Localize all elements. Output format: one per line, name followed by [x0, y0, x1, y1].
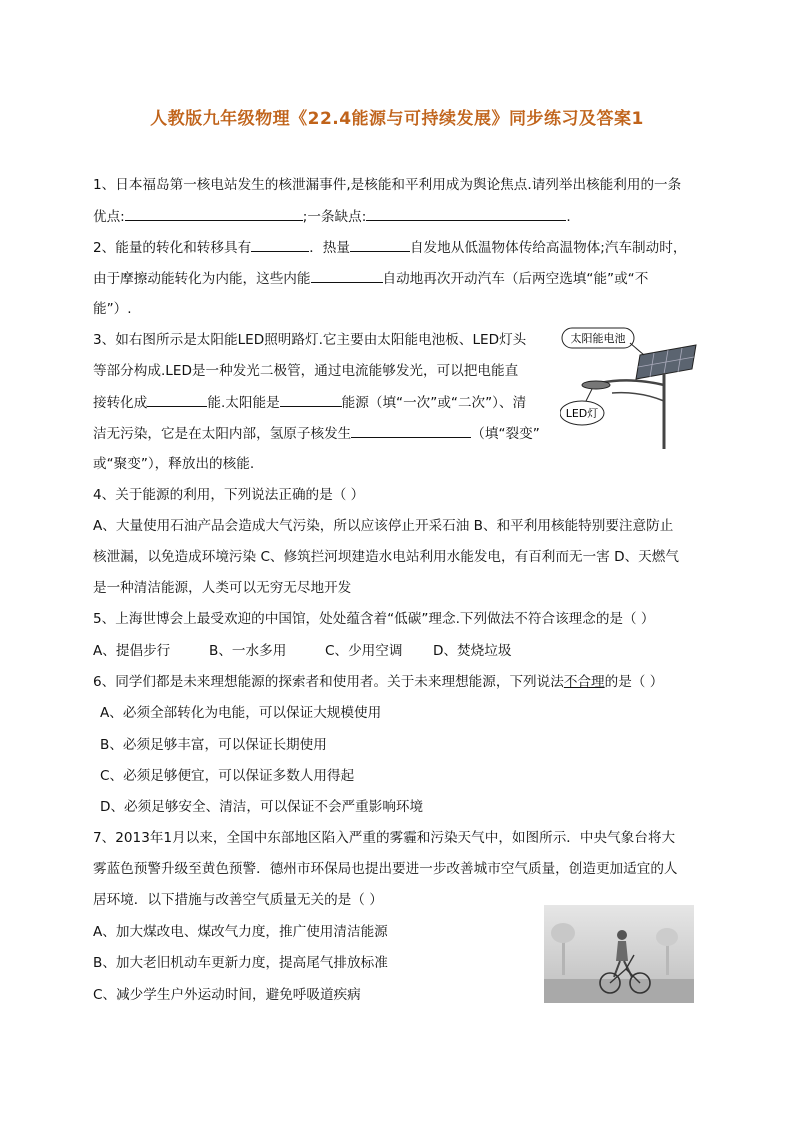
label-solar-panel: 太阳能电池	[570, 332, 626, 345]
q3-text-a: 接转化成	[93, 395, 148, 411]
q1-advantage-blank[interactable]	[125, 206, 303, 221]
q5-option-a[interactable]: A、提倡步行	[93, 643, 171, 659]
q7-option-c[interactable]: C、减少学生户外运动时间，避免呼吸道疾病	[93, 987, 361, 1003]
q1-disadvantage-label: ;一条缺点:	[302, 209, 367, 225]
q2-text-d: 由于摩擦动能转化为内能，这些内能	[93, 271, 311, 287]
q5-options	[93, 641, 511, 661]
q6-stem-text-a: 6、同学们都是未来理想能源的探索者和使用者。关于未来理想能源，下列说法	[93, 674, 564, 690]
q3-line-4	[93, 423, 540, 444]
smog-cyclist-photo	[544, 905, 694, 1003]
q3-blank-1[interactable]	[147, 392, 207, 407]
q5-option-c[interactable]: C、少用空调	[325, 643, 403, 659]
q3-text-e: （填“裂变”	[471, 426, 540, 442]
q4-options-line-3: 是一种清洁能源，人类可以无穷无尽地开发	[93, 580, 352, 596]
q2-text-c: 自发地从低温物体传给高温物体;汽车制动时，	[409, 240, 687, 256]
q7-option-b[interactable]: B、加大老旧机动车更新力度，提高尾气排放标准	[93, 955, 388, 971]
solar-street-light-figure	[560, 325, 700, 450]
q1-disadvantage-blank[interactable]	[366, 206, 566, 221]
q1-line-2	[93, 206, 571, 227]
page-title: 人教版九年级物理《22.4能源与可持续发展》同步练习及答案1	[150, 109, 644, 129]
q4-options-line-2: 核泄漏，以免造成环境污染 C、修筑拦河坝建造水电站利用水能发电，有百利而无一害 D、天燃气	[93, 549, 679, 565]
q6-stem-underlined: 不合理	[563, 674, 605, 690]
q3-line-1: 3、如右图所示是太阳能LED照明路灯.它主要由太阳能电池板、LED灯头	[93, 332, 527, 348]
q7-line-3: 居环境．以下措施与改善空气质量无关的是（ ）	[93, 892, 383, 908]
q6-option-d[interactable]: D、必须足够安全、清洁，可以保证不会严重影响环境	[100, 799, 424, 815]
q5-stem: 5、上海世博会上最受欢迎的中国馆，处处蕴含着“低碳”理念.下列做法不符合该理念的是（ ）	[93, 611, 655, 627]
q3-line-2: 等部分构成.LED是一种发光二极管，通过电流能够发光，可以把电能直	[93, 363, 519, 379]
q6-stem	[93, 672, 663, 692]
q5-option-b[interactable]: B、一水多用	[209, 643, 287, 659]
q1-line-1: 1、日本福岛第一核电站发生的核泄漏事件,是核能和平利用成为舆论焦点.请列举出核能利用的一条	[93, 177, 682, 193]
q3-text-b: 能.太阳能是	[207, 395, 280, 411]
q2-blank-1[interactable]	[251, 237, 309, 252]
q7-line-1: 7、2013年1月以来，全国中东部地区陷入严重的雾霾和污染天气中，如图所示．中央气象台将大	[93, 830, 676, 846]
q5-option-d[interactable]: D、焚烧垃圾	[433, 643, 512, 659]
q1-advantage-label: 优点:	[93, 209, 125, 225]
q7-option-a[interactable]: A、加大煤改电、煤改气力度，推广使用清洁能源	[93, 924, 388, 940]
q2-line-3: 能”）.	[93, 301, 132, 317]
q2-blank-3[interactable]	[311, 268, 383, 283]
q2-text-e: 自动地再次开动汽车（后两空选填“能”或“不	[382, 271, 649, 287]
q3-text-d: 洁无污染，它是在太阳内部，氢原子核发生	[93, 426, 352, 442]
q2-line-1	[93, 237, 686, 258]
q6-stem-text-b: 的是（ ）	[604, 674, 664, 690]
q3-line-3	[93, 392, 526, 413]
q3-line-5: 或“聚变”），释放出的核能.	[93, 456, 255, 472]
q4-options-line-1: A、大量使用石油产品会造成大气污染，所以应该停止开采石油 B、和平利用核能特别要注意防止	[93, 518, 674, 534]
q7-line-2: 雾蓝色预警升级至黄色预警．德州市环保局也提出要进一步改善城市空气质量，创造更加适宜的人	[93, 861, 678, 877]
smog-photo-drawing	[544, 905, 694, 1003]
q4-stem: 4、关于能源的利用，下列说法正确的是（ ）	[93, 487, 365, 503]
q6-option-a[interactable]: A、必须全部转化为电能，可以保证大规模使用	[100, 705, 382, 721]
q3-text-c: 能源（填“一次”或“二次”）、清	[341, 395, 527, 411]
q2-text-a: 2、能量的转化和转移具有	[93, 240, 252, 256]
q6-option-b[interactable]: B、必须足够丰富，可以保证长期使用	[100, 737, 327, 753]
q2-text-b: ．热量	[309, 240, 350, 256]
q1-end: .	[566, 209, 571, 225]
q6-option-c[interactable]: C、必须足够便宜，可以保证多数人用得起	[100, 768, 355, 784]
q3-blank-3[interactable]	[351, 423, 471, 438]
q2-blank-2[interactable]	[350, 237, 410, 252]
label-led-lamp: LED灯	[565, 407, 599, 420]
street-light-drawing	[560, 325, 700, 450]
q3-blank-2[interactable]	[280, 392, 342, 407]
q2-line-2	[93, 268, 648, 289]
